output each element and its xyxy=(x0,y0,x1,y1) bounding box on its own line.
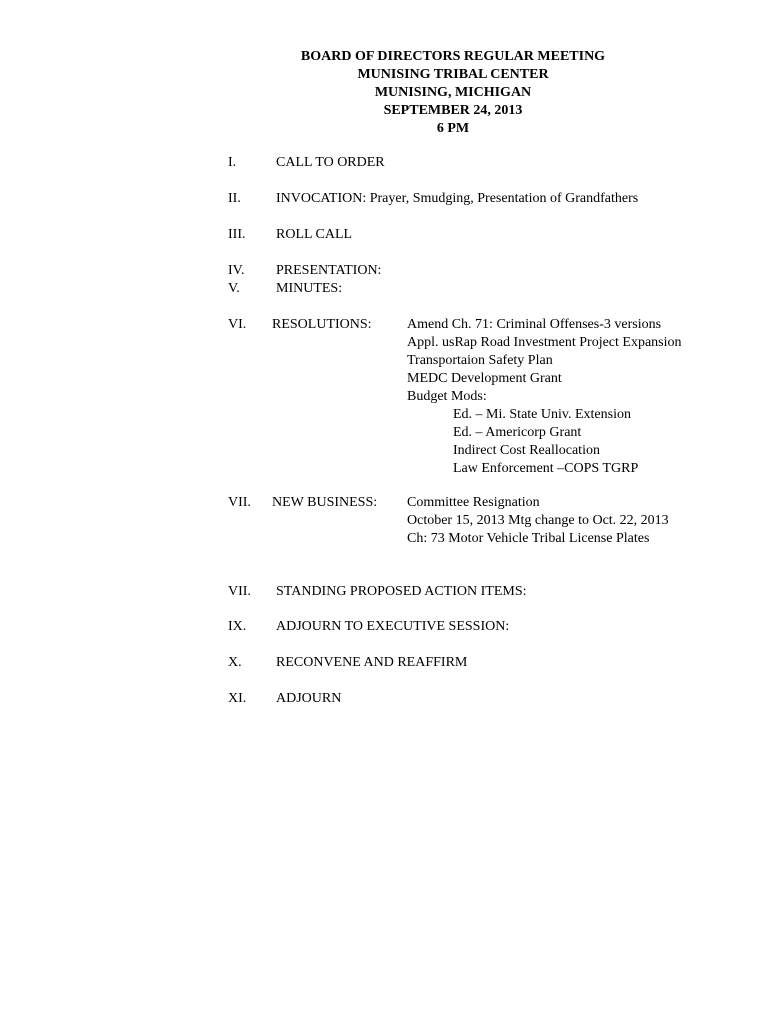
item-number: V. xyxy=(228,281,240,296)
list-item: MEDC Development Grant xyxy=(407,371,562,386)
item-number: IV. xyxy=(228,263,245,278)
agenda-item-resolutions xyxy=(0,316,770,476)
item-number: IX. xyxy=(228,619,247,634)
budget-mod-item: Ed. – Americorp Grant xyxy=(453,425,582,440)
budget-mod-item: Ed. – Mi. State Univ. Extension xyxy=(453,407,631,422)
list-item: Amend Ch. 71: Criminal Offenses-3 versions xyxy=(407,317,662,332)
item-label: PRESENTATION: xyxy=(276,263,382,278)
list-item: Budget Mods: xyxy=(407,389,487,404)
item-number: I. xyxy=(228,155,237,170)
budget-mod-item: Indirect Cost Reallocation xyxy=(453,443,600,458)
list-item: Transportaion Safety Plan xyxy=(407,353,553,368)
item-label: INVOCATION: Prayer, Smudging, Presentation of Grandfathers xyxy=(276,191,639,206)
item-number: XI. xyxy=(228,691,247,706)
header-title: BOARD OF DIRECTORS REGULAR MEETING xyxy=(300,49,606,64)
item-number: VII. xyxy=(228,584,251,599)
list-item: Appl. usRap Road Investment Project Expansion xyxy=(407,335,682,350)
header-city: MUNISING, MICHIGAN xyxy=(374,85,532,100)
item-label: ROLL CALL xyxy=(276,227,353,242)
new-business-list xyxy=(407,494,669,548)
item-number: II. xyxy=(228,191,241,206)
item-label: RECONVENE AND REAFFIRM xyxy=(276,655,468,670)
item-number: III. xyxy=(228,227,246,242)
header-time: 6 PM xyxy=(436,121,470,136)
item-number: VI. xyxy=(228,317,247,332)
item-label: NEW BUSINESS: xyxy=(272,495,378,510)
budget-mod-item: Law Enforcement –COPS TGRP xyxy=(453,461,639,476)
item-label: RESOLUTIONS: xyxy=(272,317,372,332)
header-location: MUNISING TRIBAL CENTER xyxy=(357,67,549,82)
list-item: Committee Resignation xyxy=(407,495,540,510)
item-label: ADJOURN TO EXECUTIVE SESSION: xyxy=(276,619,510,634)
list-item: October 15, 2013 Mtg change to Oct. 22, 2013 xyxy=(407,513,669,528)
list-item: Ch: 73 Motor Vehicle Tribal License Plates xyxy=(407,531,650,546)
agenda-item-new-business xyxy=(0,494,770,554)
item-label: CALL TO ORDER xyxy=(276,155,385,170)
header-date: SEPTEMBER 24, 2013 xyxy=(383,103,523,118)
item-number: X. xyxy=(228,655,242,670)
meeting-header xyxy=(0,48,770,138)
item-number: VII. xyxy=(228,495,251,510)
item-label: STANDING PROPOSED ACTION ITEMS: xyxy=(276,584,527,599)
resolutions-list xyxy=(407,316,682,478)
item-label: ADJOURN xyxy=(276,691,342,706)
item-label: MINUTES: xyxy=(276,281,343,296)
